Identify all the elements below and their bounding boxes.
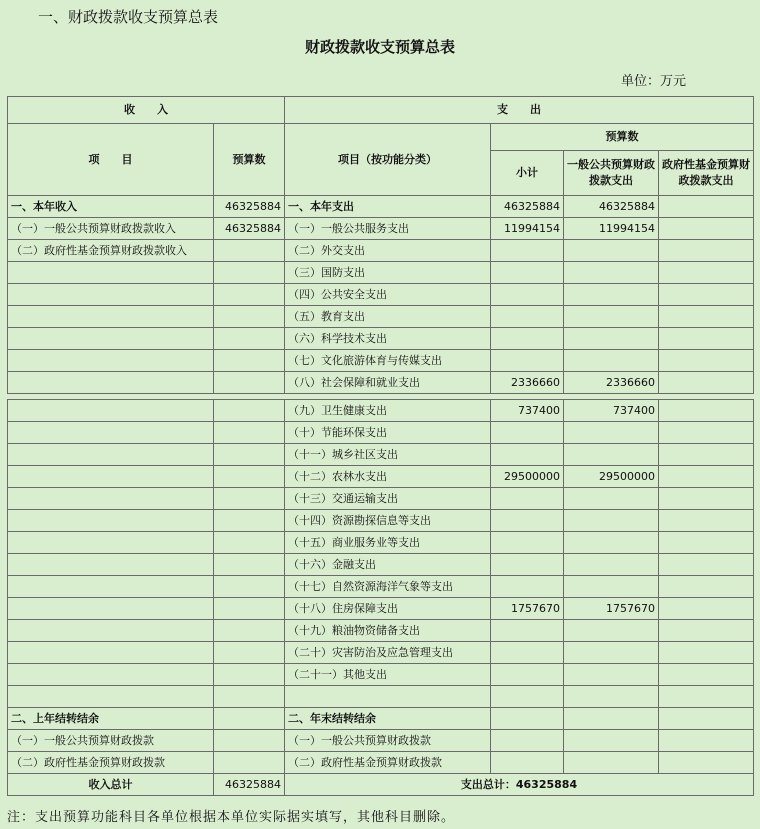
expense-subtotal (491, 444, 564, 466)
fund-budget-amount (659, 284, 754, 306)
table-row (8, 262, 754, 284)
general-budget-amount (564, 488, 659, 510)
general-budget-amount (564, 284, 659, 306)
general-budget-amount (564, 642, 659, 664)
income-amount (214, 284, 285, 306)
table-row (8, 306, 754, 328)
expense-subtotal (491, 686, 564, 708)
income-item (8, 284, 214, 306)
general-budget-amount (564, 328, 659, 350)
income-item (8, 664, 214, 686)
income-amount (214, 532, 285, 554)
general-budget-amount: 2336660 (564, 372, 659, 394)
expense-subtotal: 46325884 (491, 196, 564, 218)
expense-subtotal (491, 576, 564, 598)
expense-subtotal (491, 708, 564, 730)
fund-budget-amount (659, 196, 754, 218)
general-budget-amount (564, 664, 659, 686)
income-item (8, 554, 214, 576)
income-amount (214, 400, 285, 422)
table-row (8, 422, 754, 444)
expense-item: （十）节能环保支出 (285, 422, 491, 444)
expense-item: （十五）商业服务业等支出 (285, 532, 491, 554)
expense-item: （二十）灾害防治及应急管理支出 (285, 642, 491, 664)
income-amount (214, 328, 285, 350)
expense-subtotal (491, 752, 564, 774)
expense-subtotal (491, 488, 564, 510)
income-amount: 46325884 (214, 218, 285, 240)
table-row (8, 664, 754, 686)
income-amount (214, 350, 285, 372)
subtotal-header: 小计 (491, 151, 564, 196)
income-item: （二）政府性基金预算财政拨款 (8, 752, 214, 774)
general-budget-amount: 1757670 (564, 598, 659, 620)
income-amount (214, 240, 285, 262)
table-row (8, 752, 754, 774)
fund-budget-amount (659, 686, 754, 708)
income-amount (214, 422, 285, 444)
total-row (8, 774, 754, 796)
expense-item: （一）一般公共预算财政拨款 (285, 730, 491, 752)
table-row (8, 400, 754, 422)
expense-item: （十八）住房保障支出 (285, 598, 491, 620)
general-budget-amount: 737400 (564, 400, 659, 422)
header-row-2 (8, 124, 754, 151)
income-amount (214, 466, 285, 488)
income-amount (214, 708, 285, 730)
expense-subtotal (491, 510, 564, 532)
income-amount (214, 642, 285, 664)
income-amount (214, 598, 285, 620)
general-budget-amount (564, 620, 659, 642)
income-item (8, 642, 214, 664)
expense-subtotal (491, 328, 564, 350)
income-item-header: 项 目 (8, 124, 214, 196)
expense-item: （二十一）其他支出 (285, 664, 491, 686)
income-total-label: 收入总计 (8, 774, 214, 796)
table-row (8, 466, 754, 488)
income-item (8, 422, 214, 444)
general-budget-amount: 46325884 (564, 196, 659, 218)
income-amount (214, 554, 285, 576)
expense-subtotal (491, 620, 564, 642)
income-amount (214, 372, 285, 394)
expense-item: （十七）自然资源海洋气象等支出 (285, 576, 491, 598)
income-total-amount: 46325884 (214, 774, 285, 796)
fund-budget-amount (659, 620, 754, 642)
fund-budget-amount (659, 400, 754, 422)
expense-item (285, 686, 491, 708)
income-amount (214, 730, 285, 752)
general-budget-amount (564, 422, 659, 444)
fund-budget-amount (659, 422, 754, 444)
general-budget-amount: 11994154 (564, 218, 659, 240)
table-row (8, 620, 754, 642)
table-row (8, 708, 754, 730)
expense-subtotal (491, 350, 564, 372)
fund-budget-amount (659, 328, 754, 350)
table-row (8, 730, 754, 752)
income-item (8, 488, 214, 510)
income-amount (214, 262, 285, 284)
expense-item-header: 项目（按功能分类） (285, 124, 491, 196)
expense-item: （二）外交支出 (285, 240, 491, 262)
general-budget-amount (564, 444, 659, 466)
fund-budget-amount (659, 642, 754, 664)
income-item (8, 400, 214, 422)
general-budget-amount (564, 240, 659, 262)
fund-budget-amount (659, 466, 754, 488)
expense-item: 一、本年支出 (285, 196, 491, 218)
expense-item: （七）文化旅游体育与传媒支出 (285, 350, 491, 372)
table-row (8, 196, 754, 218)
expense-subtotal (491, 262, 564, 284)
header-row-1 (8, 97, 754, 124)
table-row (8, 284, 754, 306)
income-amount (214, 576, 285, 598)
general-budget-amount (564, 752, 659, 774)
income-item (8, 620, 214, 642)
expense-subtotal: 1757670 (491, 598, 564, 620)
general-budget-amount (564, 554, 659, 576)
income-amount: 46325884 (214, 196, 285, 218)
expense-subtotal (491, 306, 564, 328)
expense-item: （十二）农林水支出 (285, 466, 491, 488)
expense-subtotal: 737400 (491, 400, 564, 422)
unit-label: 单位：万元 (620, 74, 686, 89)
expense-subtotal: 11994154 (491, 218, 564, 240)
income-amount (214, 488, 285, 510)
table-row (8, 218, 754, 240)
income-header: 收 入 (8, 97, 285, 124)
expense-item: （十六）金融支出 (285, 554, 491, 576)
table-row (8, 576, 754, 598)
expense-header: 支 出 (285, 97, 754, 124)
income-item (8, 598, 214, 620)
income-amount (214, 510, 285, 532)
expense-item: （九）卫生健康支出 (285, 400, 491, 422)
general-budget-amount: 29500000 (564, 466, 659, 488)
income-item (8, 306, 214, 328)
fund-budget-amount (659, 444, 754, 466)
general-budget-amount (564, 306, 659, 328)
document-title: 财政拨款收支预算总表 (304, 38, 455, 56)
expense-item: （五）教育支出 (285, 306, 491, 328)
table-row (8, 532, 754, 554)
expense-subtotal (491, 554, 564, 576)
expense-subtotal: 29500000 (491, 466, 564, 488)
expense-total: 支出总计：46325884 (285, 774, 754, 796)
income-item: 二、上年结转结余 (8, 708, 214, 730)
income-item (8, 686, 214, 708)
income-item: （二）政府性基金预算财政拨款收入 (8, 240, 214, 262)
fund-budget-amount (659, 218, 754, 240)
expense-item: （六）科学技术支出 (285, 328, 491, 350)
general-budget-amount (564, 686, 659, 708)
income-amount (214, 686, 285, 708)
fund-budget-amount (659, 350, 754, 372)
fund-budget-amount (659, 730, 754, 752)
income-amount (214, 306, 285, 328)
table-row (8, 686, 754, 708)
expense-item: （三）国防支出 (285, 262, 491, 284)
table-row (8, 328, 754, 350)
fund-budget-amount (659, 576, 754, 598)
expense-subtotal (491, 240, 564, 262)
fund-budget-amount (659, 306, 754, 328)
income-budget-header: 预算数 (214, 124, 285, 196)
income-item (8, 372, 214, 394)
expense-subtotal (491, 730, 564, 752)
expense-subtotal (491, 284, 564, 306)
income-item (8, 532, 214, 554)
general-budget-header: 一般公共预算财政拨款支出 (564, 151, 659, 196)
fund-budget-amount (659, 532, 754, 554)
income-item (8, 350, 214, 372)
budget-summary-table (7, 96, 754, 796)
table-row (8, 598, 754, 620)
table-row (8, 642, 754, 664)
table-row (8, 488, 754, 510)
income-item: （一）一般公共预算财政拨款 (8, 730, 214, 752)
footnote: 注：支出预算功能科目各单位根据本单位实际据实填写，其他科目删除。 (7, 810, 456, 825)
income-item: 一、本年收入 (8, 196, 214, 218)
fund-budget-amount (659, 240, 754, 262)
expense-item: （十三）交通运输支出 (285, 488, 491, 510)
income-amount (214, 752, 285, 774)
table-row (8, 554, 754, 576)
general-budget-amount (564, 510, 659, 532)
expense-item: （一）一般公共服务支出 (285, 218, 491, 240)
table-row (8, 444, 754, 466)
fund-budget-amount (659, 262, 754, 284)
general-budget-amount (564, 262, 659, 284)
income-amount (214, 444, 285, 466)
income-item (8, 466, 214, 488)
income-amount (214, 620, 285, 642)
section-title: 一、财政拨款收支预算总表 (38, 8, 219, 26)
expense-subtotal (491, 664, 564, 686)
fund-budget-amount (659, 488, 754, 510)
fund-budget-amount (659, 708, 754, 730)
fund-budget-amount (659, 554, 754, 576)
table-row (8, 240, 754, 262)
expense-budget-header: 预算数 (491, 124, 754, 151)
general-budget-amount (564, 708, 659, 730)
table-row (8, 510, 754, 532)
fund-budget-header: 政府性基金预算财政拨款支出 (659, 151, 754, 196)
expense-subtotal: 2336660 (491, 372, 564, 394)
general-budget-amount (564, 730, 659, 752)
expense-item: （十一）城乡社区支出 (285, 444, 491, 466)
fund-budget-amount (659, 372, 754, 394)
income-item: （一）一般公共预算财政拨款收入 (8, 218, 214, 240)
fund-budget-amount (659, 752, 754, 774)
expense-item: （四）公共安全支出 (285, 284, 491, 306)
expense-subtotal (491, 422, 564, 444)
income-item (8, 262, 214, 284)
expense-item: （二）政府性基金预算财政拨款 (285, 752, 491, 774)
general-budget-amount (564, 532, 659, 554)
general-budget-amount (564, 576, 659, 598)
general-budget-amount (564, 350, 659, 372)
table-row (8, 372, 754, 394)
income-item (8, 328, 214, 350)
fund-budget-amount (659, 510, 754, 532)
income-item (8, 510, 214, 532)
expense-item: （八）社会保障和就业支出 (285, 372, 491, 394)
expense-subtotal (491, 642, 564, 664)
income-item (8, 576, 214, 598)
income-item (8, 444, 214, 466)
expense-item: （十四）资源勘探信息等支出 (285, 510, 491, 532)
fund-budget-amount (659, 598, 754, 620)
expense-item: （十九）粮油物资储备支出 (285, 620, 491, 642)
expense-subtotal (491, 532, 564, 554)
table-row (8, 350, 754, 372)
income-amount (214, 664, 285, 686)
fund-budget-amount (659, 664, 754, 686)
expense-item: 二、年末结转结余 (285, 708, 491, 730)
